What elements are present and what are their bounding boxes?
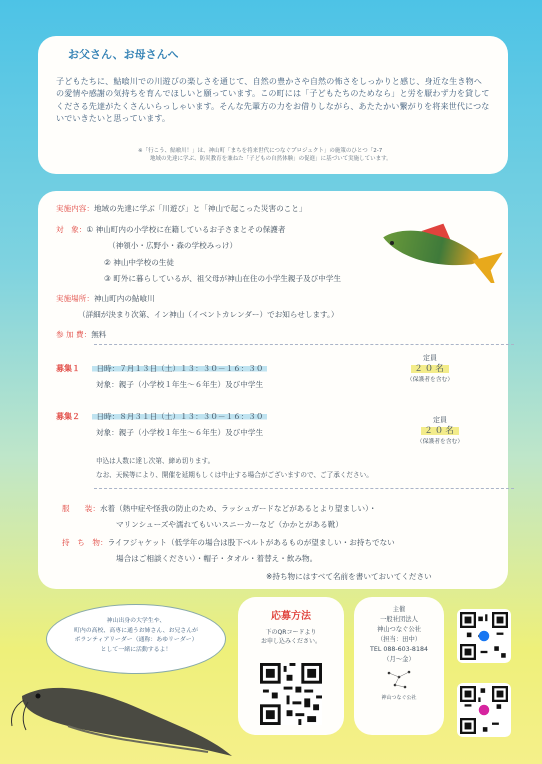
target-row: 対 象：① 神山町内の小学校に在籍しているお子さまとその保護者: [56, 225, 286, 234]
parents-heading: お父さん、お母さんへ: [68, 48, 179, 61]
instagram-icon: [479, 705, 490, 716]
organizer-logo: [379, 669, 419, 691]
apply-card: 応募方法 下のQRコードより お申し込みください。: [238, 597, 344, 735]
boshu2-date-row: 募集２ 日時：８月３１日（土）１３：３０－１６：３０: [56, 411, 267, 422]
notice-2: なお、天候等により、開催を延期もしくは中止する場合がございますので、ご了承ください。: [96, 471, 373, 479]
boshu1-target: 対象：親子（小学校１年生～６年生）及び中学生: [96, 380, 264, 389]
divider: [94, 344, 514, 345]
instagram-qr-code[interactable]: [457, 683, 511, 737]
boshu2-target: 対象：親子（小学校１年生～６年生）及び中学生: [96, 428, 264, 437]
content-row: 実施内容：地域の先達に学ぶ「川遊び」と「神山で起こった災害のこと」: [56, 204, 307, 213]
organizer-card: 主催 一般社団法人 神山つなぐ公社 （担当：田中） TEL 088-603-8184 （月～金） 神山つなぐ公社: [354, 597, 444, 735]
apply-qr-code[interactable]: [260, 663, 322, 725]
divider: [94, 488, 514, 489]
name-note: ※持ち物にはすべて名前を書いておいてください: [266, 572, 432, 581]
facebook-icon: [479, 631, 490, 642]
place-detail: （詳細が決まり次第、イン神山（イベントカレンダー）でお知らせします。）: [78, 310, 339, 319]
boshu1-date-row: 募集１ 日時：７月１３日（土）１３：３０－１６：３０: [56, 363, 267, 374]
parents-message-card: [38, 36, 508, 174]
facebook-qr-code[interactable]: [457, 609, 511, 663]
target-schools: （神領小・広野小・森の学校みっけ）: [108, 241, 238, 250]
project-note: ※「行こう、鮎喰川！」は、神山町「まちを将来世代につなぐプロジェクト」の施策のひとつ「2-7 地域の先達に学ぶ、防災教育を兼ねた「子どもの自然体験」の促進」に基づいて実施しています。: [138, 148, 392, 162]
belongings-row: 持 ち 物：ライフジャケット（低学年の場合は股下ベルトがあるものが望ましい・お持ちでない: [62, 538, 395, 547]
belongings-row-2: 場合はご相談ください）・帽子・タオル・着替え・飲み物。: [116, 554, 318, 563]
qr-code-icon: [260, 663, 322, 725]
target-3: ③ 町外に暮らしているが、祖父母が神山在住の小学生親子及び中学生: [104, 274, 342, 283]
qr-code-icon: [460, 686, 508, 734]
clothing-row: 服 装：水着（熱中症や怪我の防止のため、ラッシュガードなどがあるとより望ましい）・: [62, 504, 377, 513]
speech-bubble: 神山出身の大学生や、 町内の高校、高専に通うお姉さん、お兄さんが ボランティアリーダー（通称：あゆリーダー） として一緒に活動するよ！: [46, 604, 226, 674]
notice-1: 申込は人数に達し次第、締め切ります。: [96, 457, 215, 465]
apply-title: 応募方法: [271, 611, 311, 622]
boshu2-capacity: 定員 ２０名 （保護者を含む）: [416, 416, 464, 445]
boshu1-capacity: 定員 ２０名 （保護者を含む）: [406, 354, 454, 383]
catfish-illustration: [8, 656, 234, 760]
event-info-card: [38, 191, 508, 589]
parents-lead-text: 子どもたちに、鮎喰川での川遊びの楽しさを通じて、自然の豊かさや自然の怖さをしっかりと感じ、身近な生き物への愛情や感謝の気持ちを育んでほしいと願っています。この町には「子どもたちのためなら」と労を厭わず力を貸してくださる先達がたくさんいらっしゃいます。そんな先輩方の力をお借りしながら、あたたかい繋がりを将来世代につないでいきたいと思っています。: [56, 76, 490, 124]
qr-code-icon: [460, 612, 508, 660]
fee-row: 参 加 費：無料: [56, 330, 107, 339]
fish-illustration: [378, 219, 506, 283]
target-2: ② 神山中学校の生徒: [104, 258, 174, 267]
clothing-row-2: マリンシューズや濡れてもいいスニーカーなど（かかとがある靴）: [116, 520, 343, 529]
place-row: 実施場所：神山町内の鮎喰川: [56, 294, 155, 303]
